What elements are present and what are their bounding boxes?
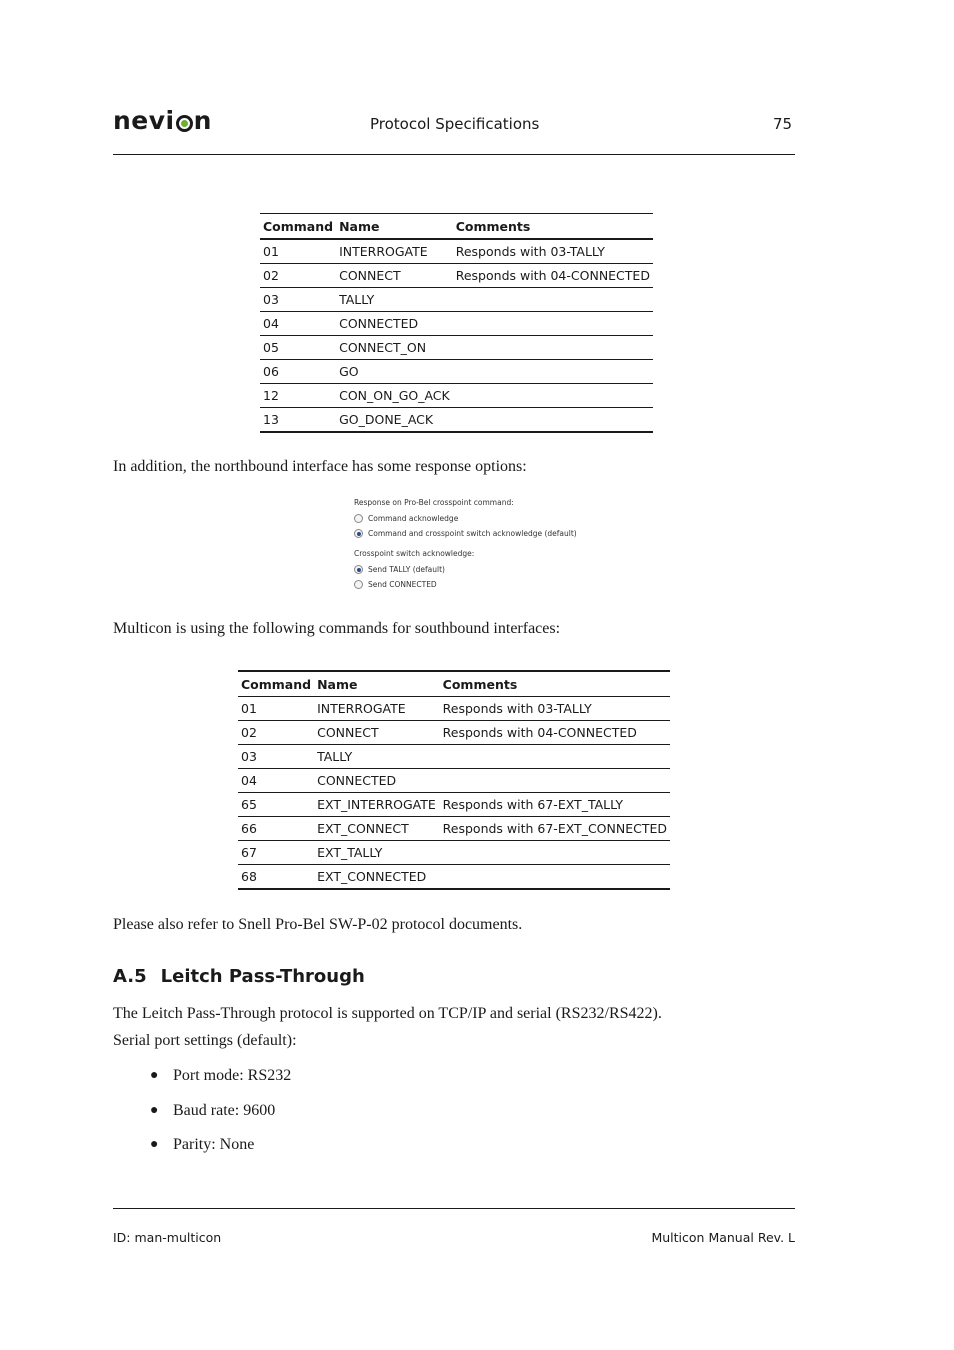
cell-name: EXT_TALLY (314, 841, 440, 865)
option-command-and-switch-acknowledge[interactable] (354, 526, 577, 541)
cell-name: TALLY (314, 745, 440, 769)
list-item (150, 1135, 291, 1170)
table-row (260, 312, 653, 336)
cell-command: 01 (260, 239, 336, 264)
paragraph-response-options: In addition, the northbound interface has some response options: (113, 458, 527, 475)
cell-comments (453, 336, 653, 360)
radio-checked-icon[interactable] (354, 529, 363, 538)
bullet-icon: ● (150, 1102, 159, 1118)
table-row (260, 384, 653, 408)
logo-o-icon (176, 115, 193, 132)
cell-command: 04 (260, 312, 336, 336)
option-label: Send CONNECTED (368, 580, 437, 589)
table-row (260, 264, 653, 288)
list-item (150, 1066, 291, 1101)
section-number: A.5 (113, 966, 147, 987)
radio-unchecked-icon[interactable] (354, 514, 363, 523)
nevion-logo (113, 108, 212, 133)
list-item-text: Parity: None (173, 1136, 255, 1153)
paragraph-leitch: The Leitch Pass-Through protocol is supported on TCP/IP and serial (RS232/RS422). (113, 1005, 662, 1022)
list-item (150, 1101, 291, 1136)
table-row (238, 817, 670, 841)
cell-comments (453, 288, 653, 312)
option-send-connected[interactable] (354, 577, 577, 592)
table-row (238, 793, 670, 817)
header-title: Protocol Specifications (370, 115, 540, 133)
cell-comments: Responds with 67-EXT_CONNECTED (440, 817, 670, 841)
paragraph-refer: Please also refer to Snell Pro-Bel SW-P-02 protocol documents. (113, 916, 523, 933)
table-header-row (238, 671, 670, 697)
table-row (260, 336, 653, 360)
list-item-text: Baud rate: 9600 (173, 1101, 276, 1119)
northbound-command-table (260, 213, 653, 433)
table-row (238, 769, 670, 793)
col-header-name: Name (317, 676, 358, 692)
cell-name: CONNECTED (314, 769, 440, 793)
cell-comments: Responds with 03-TALLY (440, 697, 670, 721)
southbound-command-table (238, 670, 670, 890)
serial-settings-list (150, 1066, 291, 1170)
cell-command: 68 (238, 865, 314, 890)
cell-command: 67 (238, 841, 314, 865)
table-row (238, 745, 670, 769)
crosspoint-option-group (354, 548, 577, 592)
col-header-comments: Comments (442, 676, 518, 692)
page-number: 75 (773, 115, 793, 133)
cell-command: 06 (260, 360, 336, 384)
cell-comments (440, 769, 670, 793)
cell-comments: Responds with 67-EXT_TALLY (440, 793, 670, 817)
cell-comments: Responds with 03-TALLY (453, 239, 653, 264)
table-header-row (260, 214, 653, 240)
table-row (238, 721, 670, 745)
crosspoint-group-label: Crosspoint switch acknowledge: (354, 549, 475, 558)
cell-name: EXT_CONNECT (314, 817, 440, 841)
cell-command: 13 (260, 408, 336, 433)
cell-name: CON_ON_GO_ACK (336, 384, 453, 408)
radio-unchecked-icon[interactable] (354, 580, 363, 589)
cell-name: TALLY (336, 288, 453, 312)
footer-document-id: ID: man-multicon (113, 1230, 222, 1245)
response-option-group (354, 497, 577, 541)
cell-name: EXT_CONNECTED (314, 865, 440, 890)
cell-comments (440, 865, 670, 890)
cell-name: CONNECT (314, 721, 440, 745)
cell-name: CONNECTED (336, 312, 453, 336)
col-header-command: Command (263, 218, 334, 234)
paragraph-southbound: Multicon is using the following commands for southbound interfaces: (113, 620, 561, 637)
option-label: Send TALLY (default) (368, 565, 445, 574)
cell-command: 66 (238, 817, 314, 841)
table-row (260, 288, 653, 312)
table-row (260, 408, 653, 433)
section-title: Leitch Pass-Through (160, 966, 365, 987)
table-row (260, 239, 653, 264)
option-label: Command acknowledge (368, 514, 459, 523)
response-options-panel (354, 497, 577, 596)
cell-name: GO_DONE_ACK (336, 408, 453, 433)
cell-command: 04 (238, 769, 314, 793)
option-command-acknowledge[interactable] (354, 511, 577, 526)
option-label: Command and crosspoint switch acknowledge (default) (368, 529, 577, 538)
cell-name: INTERROGATE (314, 697, 440, 721)
cell-name: CONNECT_ON (336, 336, 453, 360)
cell-command: 05 (260, 336, 336, 360)
cell-comments (440, 841, 670, 865)
paragraph-serial-settings: Serial port settings (default): (113, 1032, 297, 1049)
cell-command: 12 (260, 384, 336, 408)
cell-command: 01 (238, 697, 314, 721)
cell-comments: Responds with 04-CONNECTED (440, 721, 670, 745)
cell-command: 65 (238, 793, 314, 817)
logo-text-pre: nevi (113, 106, 175, 135)
footer-manual-revision: Multicon Manual Rev. L (651, 1230, 795, 1245)
logo-text-post: n (193, 106, 212, 135)
footer-rule (113, 1208, 795, 1209)
bullet-icon: ● (150, 1068, 159, 1083)
cell-command: 02 (238, 721, 314, 745)
cell-comments (453, 360, 653, 384)
bullet-icon: ● (150, 1137, 159, 1152)
cell-comments (453, 384, 653, 408)
option-send-tally[interactable] (354, 562, 577, 577)
cell-command: 02 (260, 264, 336, 288)
cell-command: 03 (260, 288, 336, 312)
header-rule (113, 154, 795, 155)
response-group-label: Response on Pro-Bel crosspoint command: (354, 498, 514, 507)
cell-name: INTERROGATE (336, 239, 453, 264)
table-row (238, 697, 670, 721)
cell-comments: Responds with 04-CONNECTED (453, 264, 653, 288)
section-heading (113, 966, 365, 987)
col-header-name: Name (339, 218, 380, 234)
cell-name: GO (336, 360, 453, 384)
cell-comments (453, 312, 653, 336)
col-header-command: Command (241, 676, 312, 692)
table-row (238, 841, 670, 865)
cell-name: CONNECT (336, 264, 453, 288)
cell-comments (440, 745, 670, 769)
cell-command: 03 (238, 745, 314, 769)
col-header-comments: Comments (455, 218, 531, 234)
cell-name: EXT_INTERROGATE (314, 793, 440, 817)
radio-checked-icon[interactable] (354, 565, 363, 574)
list-item-text: Port mode: RS232 (173, 1067, 292, 1084)
table-row (238, 865, 670, 890)
table-row (260, 360, 653, 384)
cell-comments (453, 408, 653, 433)
